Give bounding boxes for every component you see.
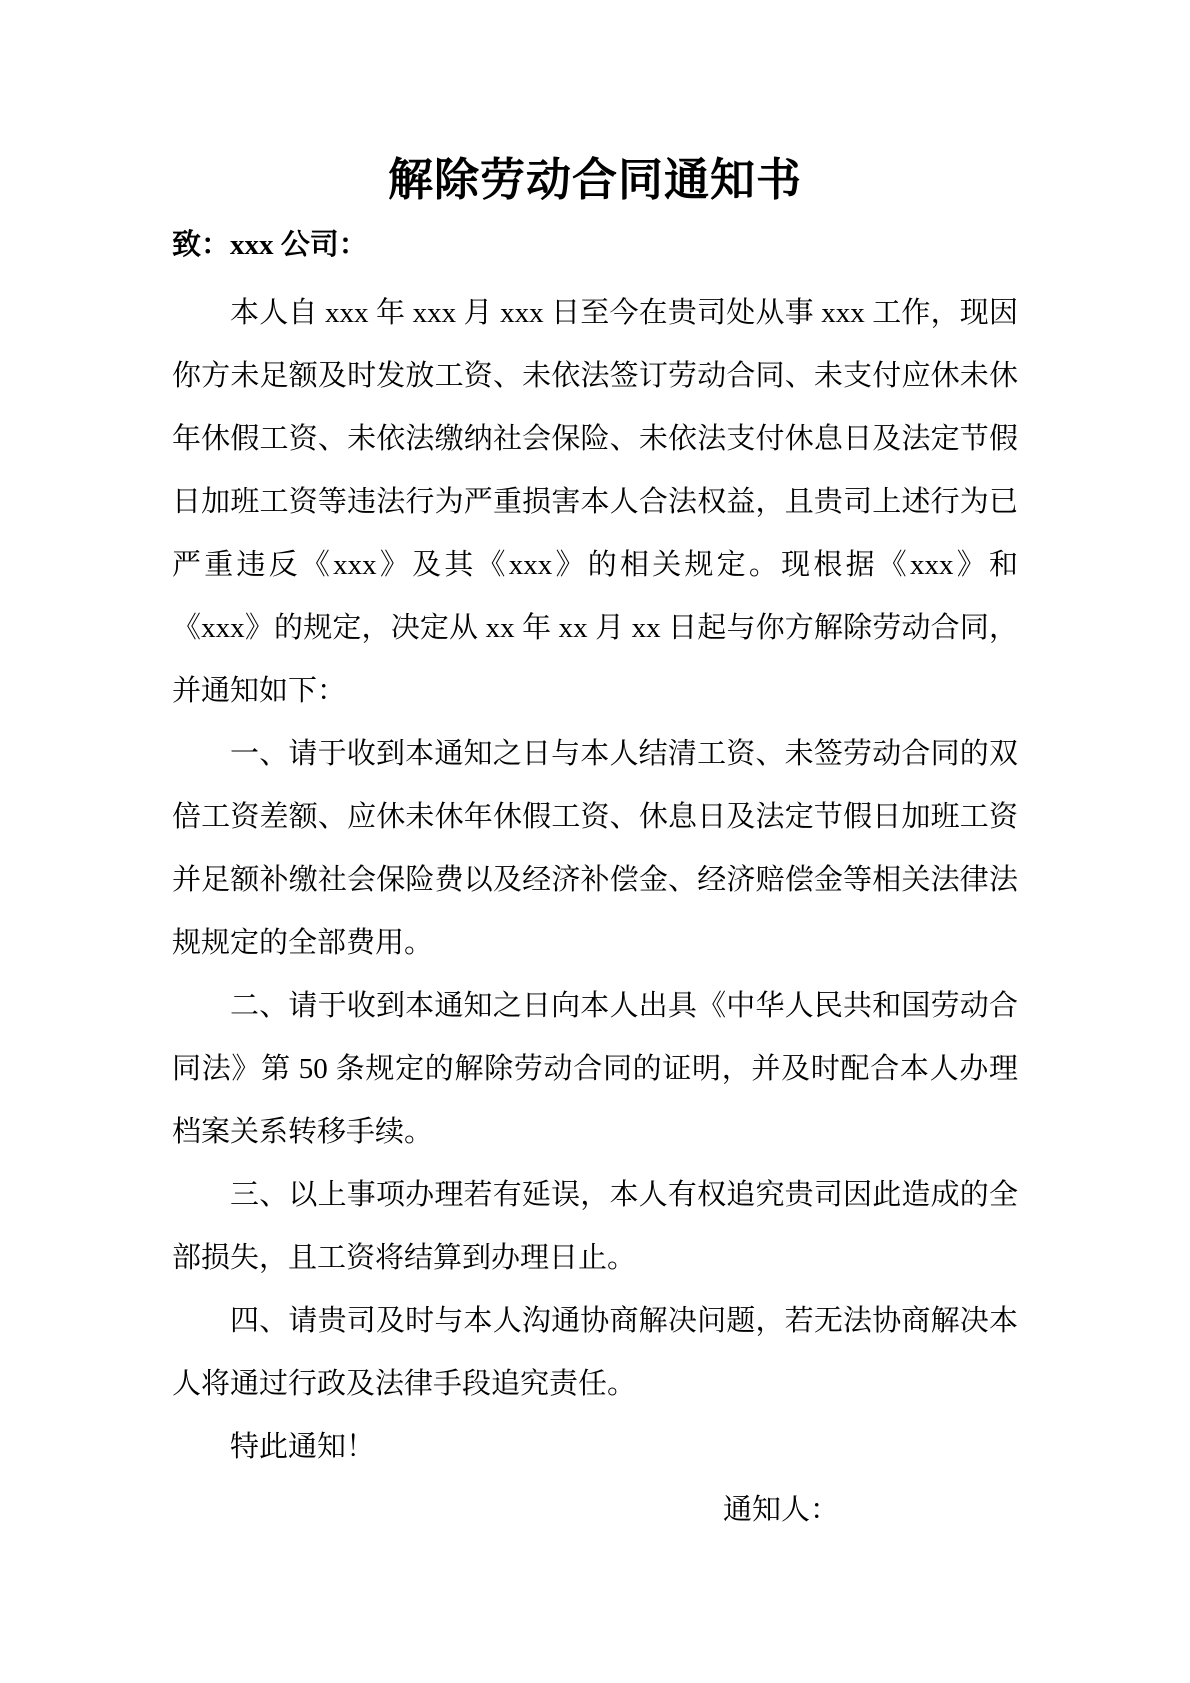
body-paragraph: 一、请于收到本通知之日与本人结清工资、未签劳动合同的双倍工资差额、应休未休年休假工资、休息日及法定节假日加班工资并足额补缴社会保险费以及经济补偿金、经济赔偿金等相关法律法规规定的全部费用。 [172,738,1018,959]
body-paragraph: 四、请贵司及时与本人沟通协商解决问题，若无法协商解决本人将通过行政及法律手段追究责任。 [172,1305,1018,1400]
body-paragraph: 三、以上事项办理若有延误，本人有权追究贵司因此造成的全部损失，且工资将结算到办理日止。 [172,1179,1018,1274]
signature-label: 通知人： [723,1494,840,1526]
body-paragraph: 二、请于收到本通知之日向本人出具《中华人民共和国劳动合同法》第 50 条规定的解除劳动合同的证明，并及时配合本人办理档案关系转移手续。 [172,990,1018,1148]
body-paragraph: 本人自 xxx 年 xxx 月 xxx 日至今在贵司处从事 xxx 工作，现因你方未足额及时发放工资、未依法签订劳动合同、未支付应休未休年休假工资、未依法缴纳社会保险、未依法支付休息日及法定节假日加班工资等违法行为严重损害本人合法权益，且贵司上述行为已严重违反《xxx》及其《xxx》的相关规定。现根据《xxx》和《xxx》的规定，决定从 xx 年 xx 月 xx 日起与你方解除劳动合同，并通知如下： [172,297,1018,707]
closing-line: 特此通知！ [230,1431,376,1463]
salutation-line: 致：xxx 公司： [172,229,368,261]
document-body [172,282,1018,1542]
document-title: 解除劳动合同通知书 [387,155,802,205]
